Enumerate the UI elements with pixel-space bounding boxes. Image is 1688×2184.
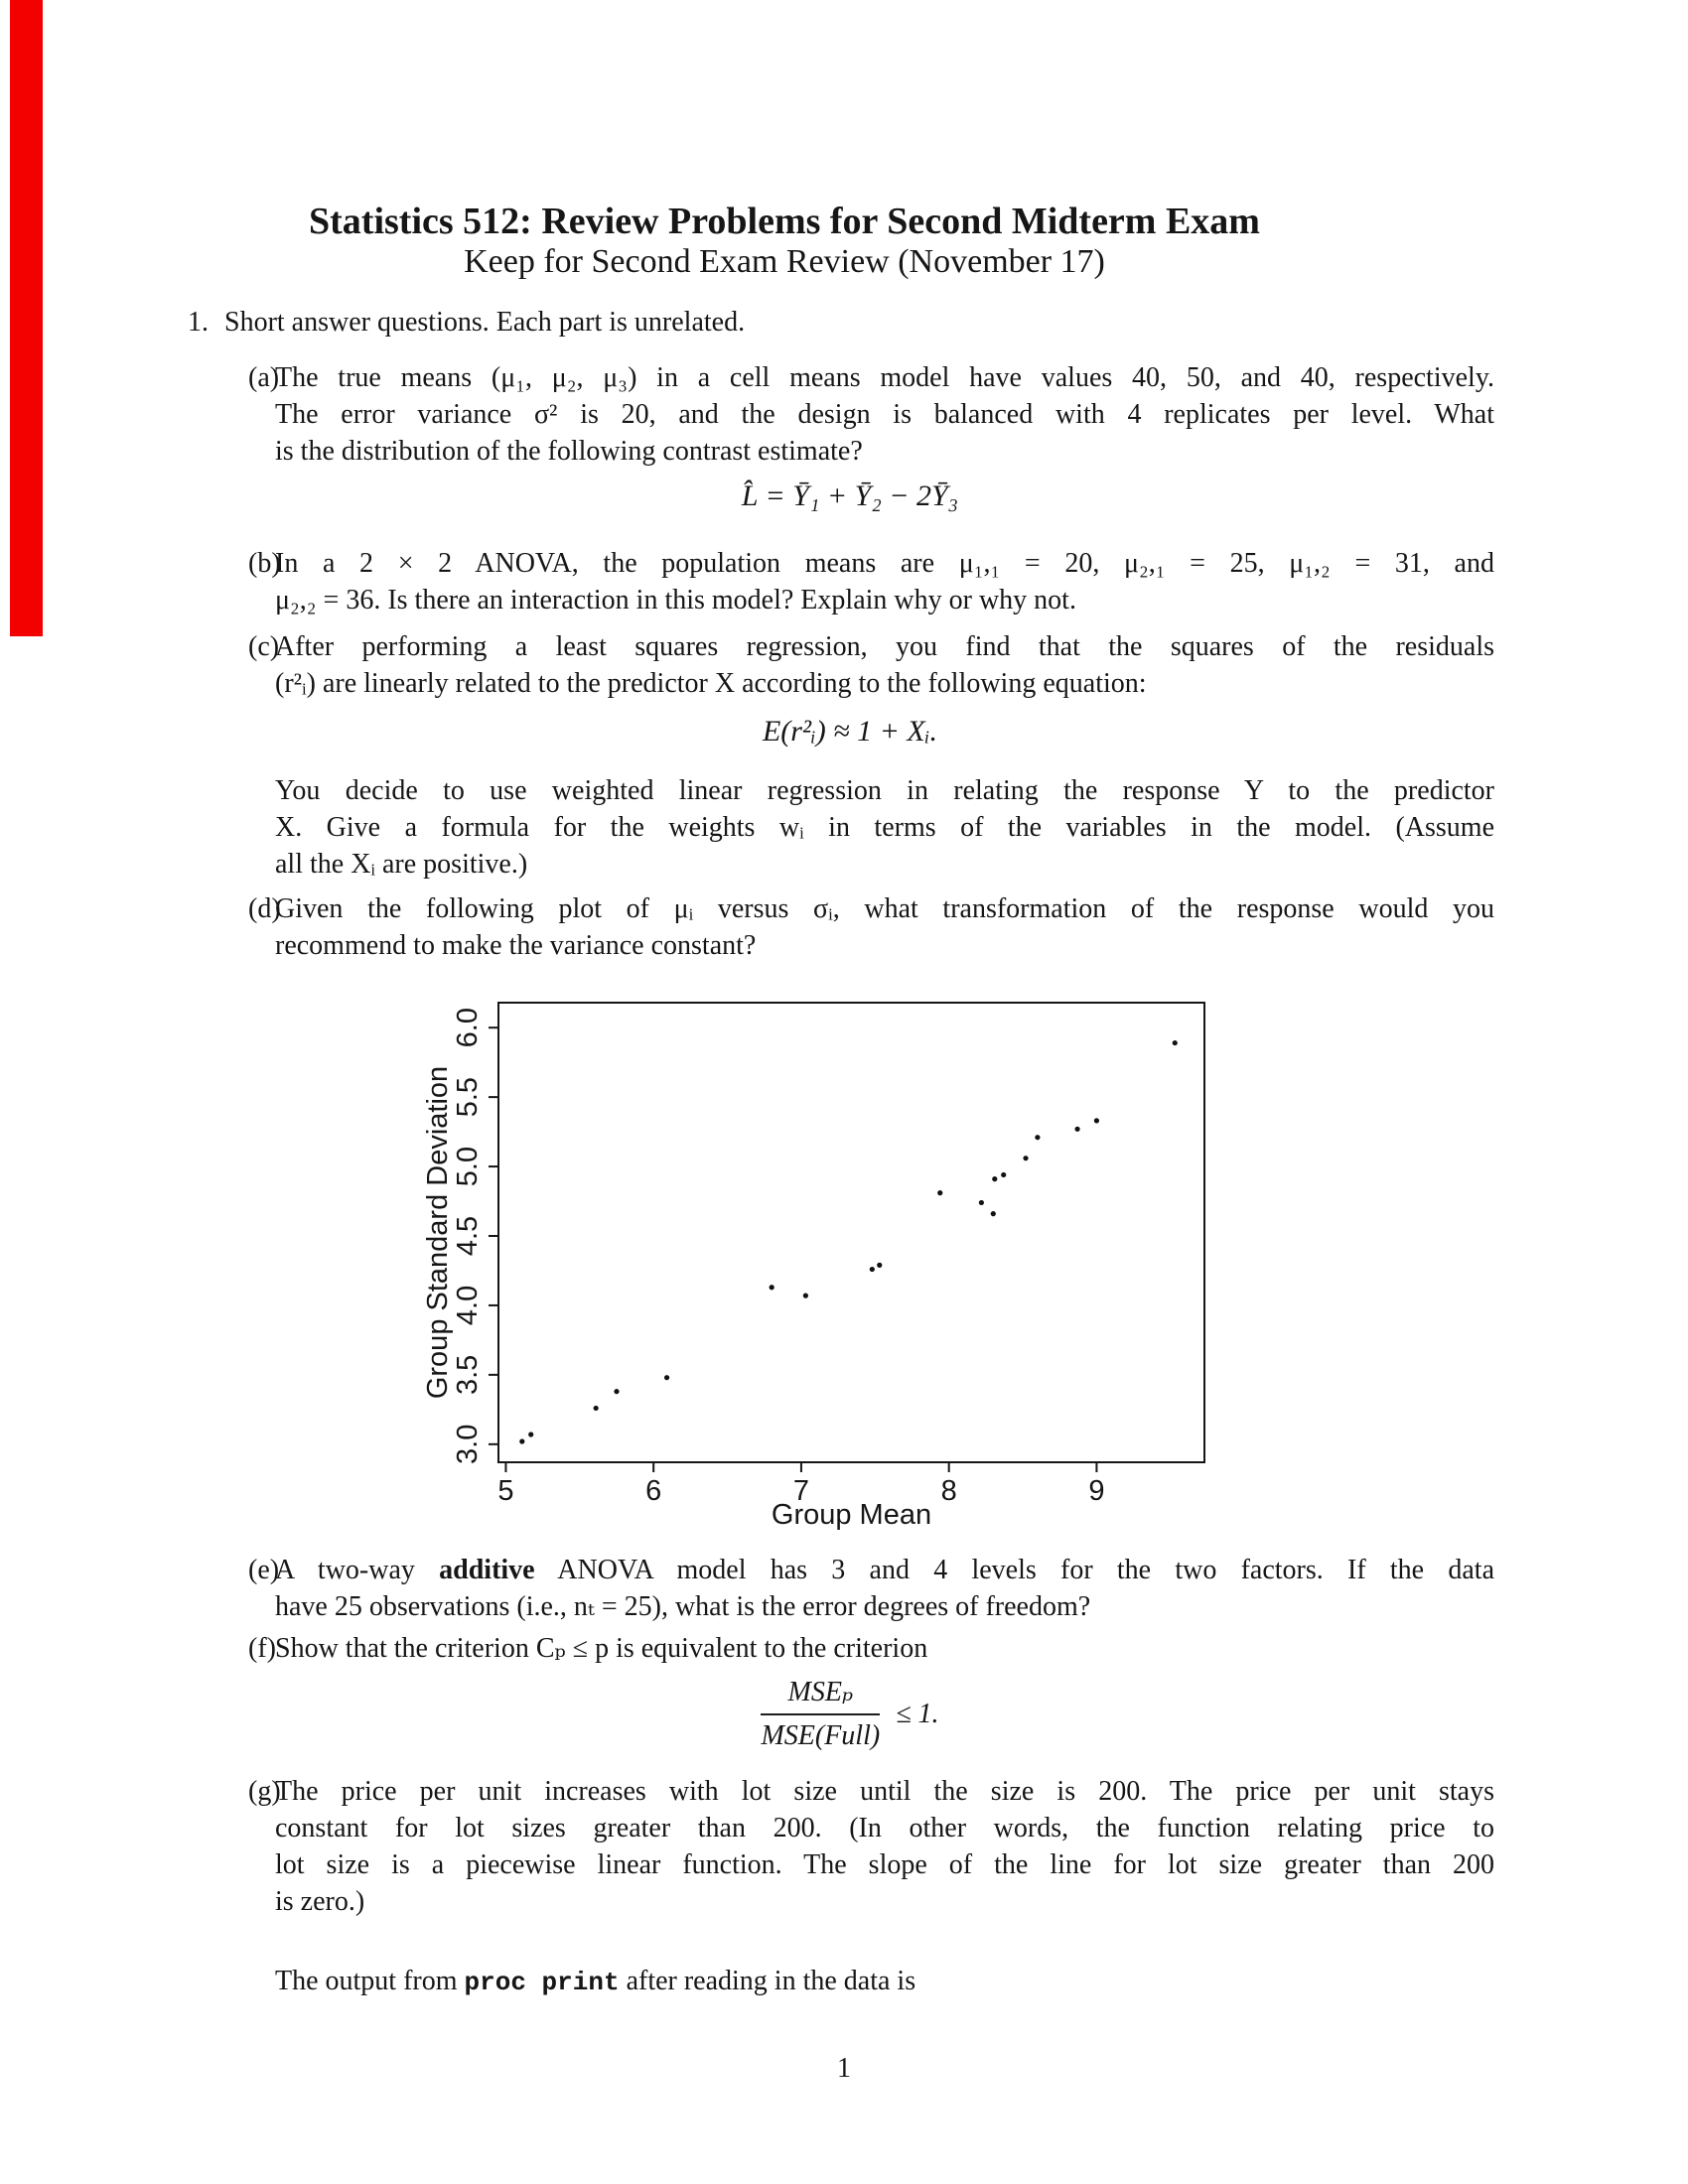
question-intro-text: Short answer questions. Each part is unrelated. [224,307,746,338]
data-point [937,1190,942,1195]
part-f [248,1630,1497,1667]
data-point [528,1432,533,1436]
fraction-numerator: MSEₚ [761,1676,880,1715]
data-point [614,1389,619,1394]
cp-criterion-formula [248,1676,1452,1753]
text-run: A two-way [275,1555,440,1585]
data-point [979,1200,984,1205]
part-c-continued [275,772,1494,883]
data-point [877,1263,882,1268]
part-e [248,1552,1497,1625]
data-point [991,1211,996,1216]
part-d-label: (d) [248,893,281,924]
page-subtitle: Keep for Second Exam Review (November 17) [464,243,1105,280]
text-run: The output from [275,1966,465,1996]
part-g-label: (g) [248,1776,281,1807]
data-point [1035,1135,1040,1140]
y-tick-label: 4.5 [452,1215,484,1257]
part-f-label: (f) [248,1633,276,1664]
residual-formula: E(r²ᵢ) ≈ 1 + Xᵢ. [762,715,937,748]
question-1 [188,304,745,341]
data-point [803,1294,808,1298]
part-a [248,359,1497,470]
part-c [248,628,1497,702]
fraction-denominator: MSE(Full) [761,1720,881,1751]
x-tick-label: 7 [792,1475,809,1507]
x-axis-label: Group Mean [771,1499,932,1531]
data-point [1173,1040,1178,1045]
part-line [275,1552,1494,1588]
y-tick-label: 5.5 [452,1076,484,1118]
fraction [761,1676,880,1753]
part-line: After performing a least squares regression, you find that the squares of the residuals [275,631,1494,662]
page-number: 1 [837,2053,851,2084]
y-axis-label: Group Standard Deviation [422,1065,454,1400]
y-tick-label: 5.0 [452,1146,484,1187]
part-line: The price per unit increases with lot size until the size is 200. The price per unit stays [275,1776,1494,1807]
part-e-label: (e) [248,1555,280,1585]
part-line: (r²ᵢ) are linearly related to the predictor X according to the following equation: [275,668,1147,699]
page-title: Statistics 512: Review Problems for Second Midterm Exam [309,201,1260,242]
question-number: 1. [188,307,209,338]
part-g [248,1773,1497,1920]
part-line: is zero.) [275,1886,365,1917]
text-run: ANOVA model has 3 and 4 levels for the two factors. If the data [534,1555,1494,1585]
data-point [519,1438,524,1443]
part-line: Given the following plot of μᵢ versus σᵢ, what transformation of the response would you [275,893,1494,924]
y-tick-label: 6.0 [452,1008,484,1048]
part-line: You decide to use weighted linear regression in relating the response Y to the predictor [275,775,1494,806]
part-line: is the distribution of the following contrast estimate? [275,436,863,467]
part-line: recommend to make the variance constant? [275,930,757,961]
plot-box [498,1003,1204,1462]
x-tick-label: 9 [1088,1475,1105,1507]
contrast-formula: L̂ = Ȳ₁ + Ȳ₂ − 2Ȳ₃ [741,479,959,512]
proc-print-note [275,1963,1494,2001]
part-line: The error variance σ² is 20, and the design is balanced with 4 replicates per level. What [275,399,1494,430]
part-line: In a 2 × 2 ANOVA, the population means are μ₁,₁ = 20, μ₂,₁ = 25, μ₁,₂ = 31, and [275,548,1494,579]
fraction-inequality: ≤ 1. [896,1699,939,1729]
data-point [992,1176,997,1181]
part-line: Show that the criterion Cₚ ≤ p is equivalent to the criterion [275,1633,928,1664]
y-tick-label: 3.0 [452,1424,484,1464]
part-line: X. Give a formula for the weights wᵢ in terms of the variables in the model. (Assume [275,812,1494,843]
x-tick-label: 8 [940,1475,957,1507]
x-tick-label: 6 [645,1475,662,1507]
part-line: constant for lot sizes greater than 200. (In other words, the function relating price to [275,1813,1494,1843]
data-point [664,1375,669,1380]
scatter-plot [417,988,1241,1534]
data-point [1074,1127,1079,1132]
y-tick-label: 4.0 [452,1285,484,1326]
red-marker-bar [10,0,43,636]
data-point [870,1267,875,1272]
data-point [1001,1172,1006,1177]
data-point [1094,1118,1099,1123]
part-line: all the Xᵢ are positive.) [275,849,528,880]
part-line: μ₂,₂ = 36. Is there an interaction in this model? Explain why or why not. [275,585,1076,615]
part-d [248,890,1497,964]
x-tick-label: 5 [497,1475,514,1507]
part-a-label: (a) [248,362,280,393]
part-b-label: (b) [248,548,281,579]
document-header [0,201,1569,282]
part-line: lot size is a piecewise linear function. The slope of the line for lot size greater than 200 [275,1849,1494,1880]
data-point [1023,1156,1028,1160]
y-tick-label: 3.5 [452,1354,484,1396]
bold-text-run: additive [439,1555,535,1585]
text-run: after reading in the data is [619,1966,916,1996]
part-b [248,545,1497,618]
data-point [770,1285,774,1290]
proc-print-code: proc print [464,1968,620,1997]
part-c-label: (c) [248,631,280,662]
data-point [594,1406,599,1411]
part-line: The true means (μ₁, μ₂, μ₃) in a cell means model have values 40, 50, and 40, respectively. [275,362,1494,393]
part-line: have 25 observations (i.e., nₜ = 25), what is the error degrees of freedom? [275,1591,1091,1622]
